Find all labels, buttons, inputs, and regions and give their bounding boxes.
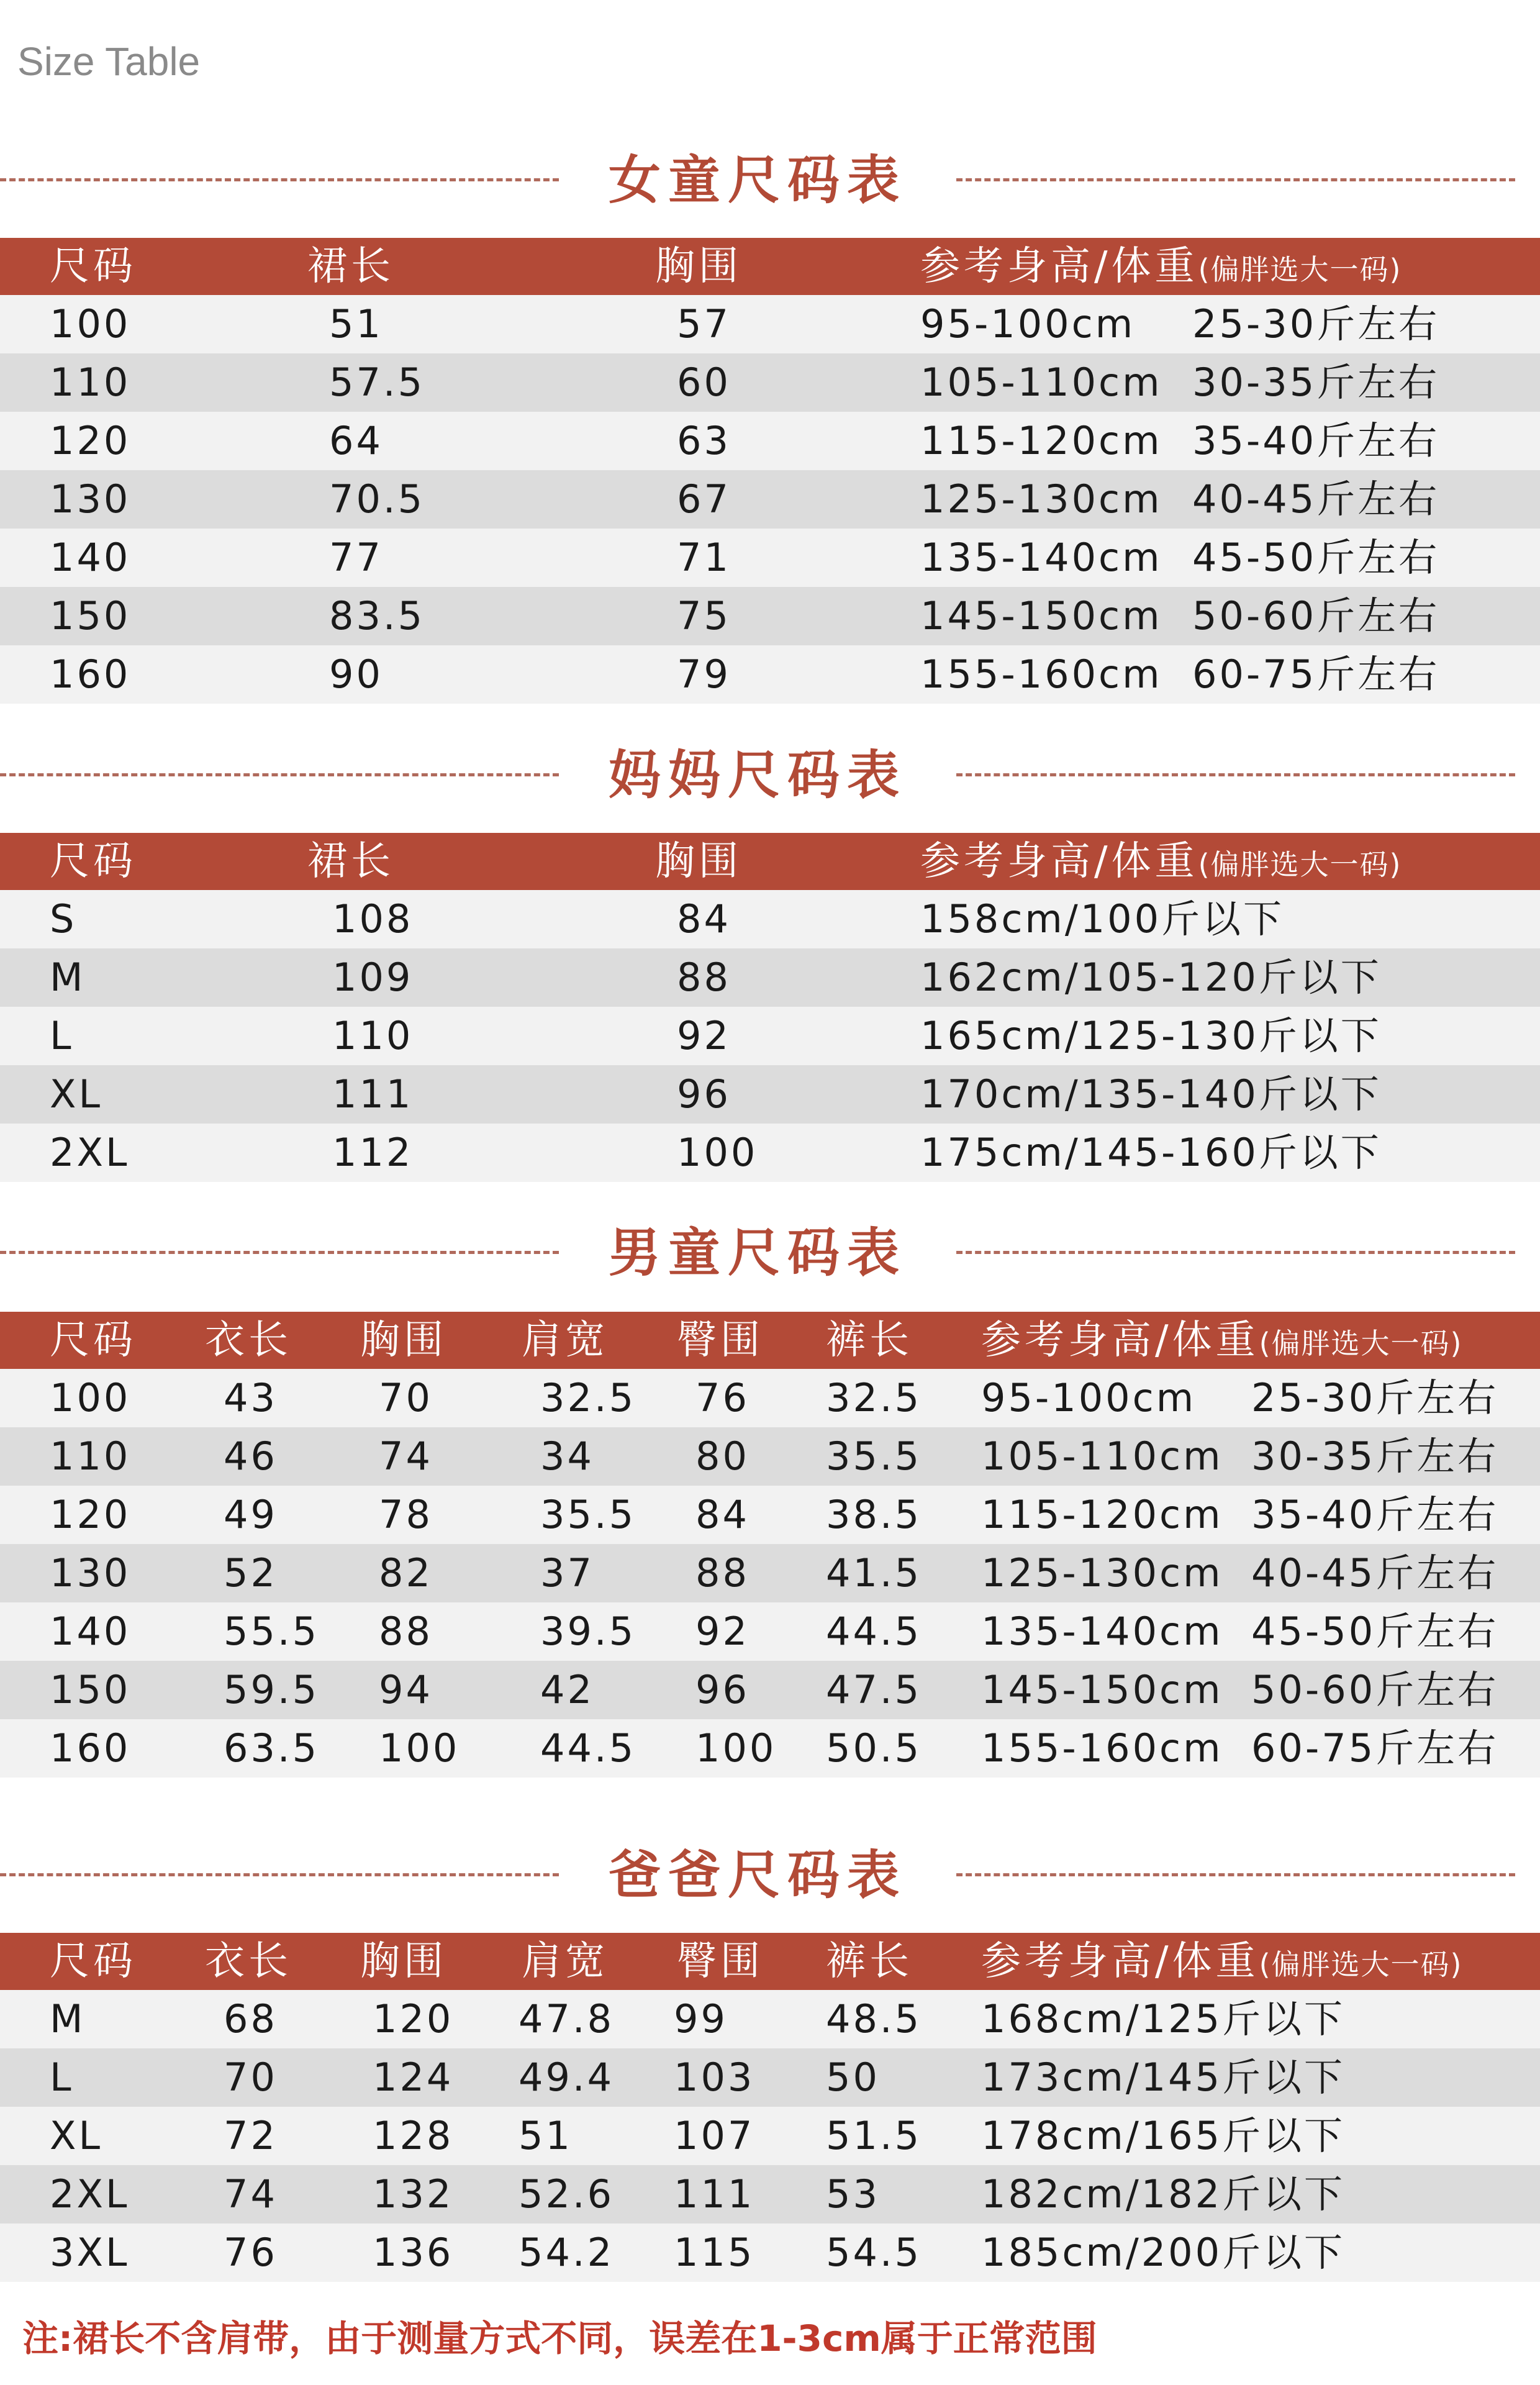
table-cell: 100: [677, 1130, 758, 1175]
table-cell: 71: [677, 535, 731, 580]
header-bust: 胸围: [360, 1938, 447, 1984]
table-cell: 72: [224, 2113, 278, 2158]
table-cell: 52.6: [519, 2171, 615, 2217]
table-cell: 128: [373, 2113, 454, 2158]
table-cell: 76: [695, 1375, 750, 1420]
divider-dashed-left: [0, 178, 559, 181]
mom-section-title: 妈妈尺码表: [608, 745, 907, 806]
table-cell: 160: [50, 1725, 131, 1771]
table-cell: 25-30斤左右: [1251, 1375, 1499, 1420]
header-note: (偏胖选大一码): [1259, 1948, 1463, 1981]
divider-dashed-left: [0, 1873, 559, 1876]
table-cell: M: [50, 955, 86, 1000]
table-cell: 78: [379, 1492, 433, 1537]
table-cell: L: [50, 2055, 74, 2100]
table-cell: 150: [50, 593, 131, 638]
table-cell: 75: [677, 593, 731, 638]
dad-table-header: [0, 1933, 1540, 1990]
table-row: [0, 1065, 1540, 1124]
table-cell: 92: [677, 1013, 731, 1058]
table-cell: 111: [674, 2171, 755, 2217]
table-cell: 178cm/165斤以下: [981, 2113, 1346, 2158]
header-top-length: 衣长: [205, 1938, 292, 1984]
table-cell: 105-110cm: [981, 1433, 1223, 1479]
table-cell: 109: [332, 955, 414, 1000]
table-cell: 43: [224, 1375, 278, 1420]
girls-table-header: [0, 238, 1540, 295]
table-cell: 160: [50, 652, 131, 697]
table-row: [0, 1427, 1540, 1486]
table-cell: 130: [50, 1550, 131, 1596]
table-cell: 115-120cm: [981, 1492, 1223, 1537]
dad-table-body: [0, 1990, 1540, 2282]
table-cell: 30-35斤左右: [1192, 360, 1440, 405]
table-cell: 74: [379, 1433, 433, 1479]
table-cell: 155-160cm: [920, 652, 1162, 697]
table-cell: L: [50, 1013, 74, 1058]
table-cell: 70: [224, 2055, 278, 2100]
table-cell: 120: [50, 1492, 131, 1537]
table-cell: 83.5: [329, 593, 425, 638]
table-cell: 51: [329, 301, 383, 347]
table-cell: 110: [332, 1013, 414, 1058]
table-cell: 182cm/182斤以下: [981, 2171, 1346, 2217]
table-cell: 99: [674, 1996, 728, 2042]
table-cell: 132: [373, 2171, 454, 2217]
table-cell: 70: [379, 1375, 433, 1420]
table-cell: 111: [332, 1071, 414, 1117]
header-top-length: 衣长: [205, 1317, 292, 1363]
boys-size-section: [0, 1219, 1540, 1778]
table-cell: 115-120cm: [920, 418, 1162, 463]
table-cell: 60-75斤左右: [1251, 1725, 1499, 1771]
table-cell: 103: [674, 2055, 755, 2100]
footnote: 注:裙长不含肩带，由于测量方式不同，误差在1-3cm属于正常范围: [22, 2317, 1097, 2360]
table-cell: 50-60斤左右: [1251, 1667, 1499, 1712]
table-cell: 45-50斤左右: [1251, 1609, 1499, 1654]
table-cell: 3XL: [50, 2230, 130, 2275]
table-cell: XL: [50, 1071, 103, 1117]
table-row: [0, 412, 1540, 470]
table-cell: 94: [379, 1667, 433, 1712]
table-cell: 105-110cm: [920, 360, 1162, 405]
table-row: [0, 1719, 1540, 1778]
table-cell: 150: [50, 1667, 131, 1712]
table-cell: 30-35斤左右: [1251, 1433, 1499, 1479]
table-cell: 47.8: [519, 1996, 615, 2042]
table-row: [0, 529, 1540, 587]
table-cell: XL: [50, 2113, 103, 2158]
table-row: [0, 1602, 1540, 1661]
dad-size-section: [0, 1841, 1540, 2282]
table-cell: 54.2: [519, 2230, 615, 2275]
table-cell: 88: [379, 1609, 433, 1654]
table-cell: 70.5: [329, 476, 425, 522]
divider-dashed-right: [956, 1873, 1515, 1876]
boys-table-header: [0, 1312, 1540, 1369]
table-cell: 25-30斤左右: [1192, 301, 1440, 347]
table-cell: 53: [826, 2171, 880, 2217]
header-note: (偏胖选大一码): [1259, 1327, 1463, 1360]
header-ref-height-weight: 参考身高/体重(偏胖选大一码): [981, 1317, 1463, 1363]
table-row: [0, 890, 1540, 948]
table-cell: 35-40斤左右: [1192, 418, 1440, 463]
table-row: [0, 1124, 1540, 1182]
table-row: [0, 470, 1540, 529]
table-cell: 125-130cm: [920, 476, 1162, 522]
table-cell: 168cm/125斤以下: [981, 1996, 1346, 2042]
table-row: [0, 2048, 1540, 2107]
table-cell: M: [50, 1996, 86, 2042]
table-cell: 140: [50, 1609, 131, 1654]
divider-dashed-left: [0, 1251, 559, 1254]
table-cell: 50-60斤左右: [1192, 593, 1440, 638]
header-bust: 胸围: [360, 1317, 447, 1363]
table-cell: 95-100cm: [981, 1375, 1197, 1420]
table-cell: 57.5: [329, 360, 425, 405]
table-cell: 41.5: [826, 1550, 922, 1596]
table-cell: 79: [677, 652, 731, 697]
table-cell: 35.5: [540, 1492, 636, 1537]
table-cell: 162cm/105-120斤以下: [920, 955, 1382, 1000]
table-cell: 34: [540, 1433, 594, 1479]
table-cell: 155-160cm: [981, 1725, 1223, 1771]
table-row: [0, 1990, 1540, 2048]
table-row: [0, 1661, 1540, 1719]
table-cell: 68: [224, 1996, 278, 2042]
header-bust: 胸围: [655, 243, 742, 289]
header-size: 尺码: [50, 838, 137, 884]
header-shoulder: 肩宽: [522, 1938, 609, 1984]
divider-dashed-right: [956, 1251, 1515, 1254]
mom-size-section: [0, 741, 1540, 1182]
table-cell: 67: [677, 476, 731, 522]
table-cell: 92: [695, 1609, 750, 1654]
table-row: [0, 295, 1540, 353]
header-size: 尺码: [50, 1938, 137, 1984]
table-cell: 32.5: [826, 1375, 922, 1420]
girls-size-section: [0, 146, 1540, 704]
table-cell: 100: [695, 1725, 777, 1771]
header-ref-height-weight: 参考身高/体重(偏胖选大一码): [981, 1938, 1463, 1984]
table-cell: 84: [695, 1492, 750, 1537]
table-cell: 47.5: [826, 1667, 922, 1712]
table-cell: 45-50斤左右: [1192, 535, 1440, 580]
table-row: [0, 1007, 1540, 1065]
header-shoulder: 肩宽: [522, 1317, 609, 1363]
table-row: [0, 645, 1540, 704]
header-bust: 胸围: [655, 838, 742, 884]
table-cell: 76: [224, 2230, 278, 2275]
table-cell: 77: [329, 535, 383, 580]
table-cell: 108: [332, 896, 414, 942]
table-cell: 107: [674, 2113, 755, 2158]
table-cell: 145-150cm: [981, 1667, 1223, 1712]
table-cell: 95-100cm: [920, 301, 1136, 347]
table-cell: 135-140cm: [920, 535, 1162, 580]
divider-dashed-right: [956, 178, 1515, 181]
table-cell: 50: [826, 2055, 880, 2100]
table-cell: 35-40斤左右: [1251, 1492, 1499, 1537]
table-cell: 63.5: [224, 1725, 320, 1771]
table-cell: 130: [50, 476, 131, 522]
table-cell: 84: [677, 896, 731, 942]
table-cell: 100: [379, 1725, 460, 1771]
header-dress-length: 裙长: [307, 838, 394, 884]
header-note: (偏胖选大一码): [1198, 253, 1402, 286]
table-cell: 32.5: [540, 1375, 636, 1420]
page-header: Size Table: [17, 39, 201, 84]
table-cell: 120: [373, 1996, 454, 2042]
table-cell: 90: [329, 652, 383, 697]
table-cell: 49: [224, 1492, 278, 1537]
table-cell: 63: [677, 418, 731, 463]
table-cell: 60: [677, 360, 731, 405]
mom-table-body: [0, 890, 1540, 1182]
table-cell: 44.5: [540, 1725, 636, 1771]
table-row: [0, 2224, 1540, 2282]
table-cell: 60-75斤左右: [1192, 652, 1440, 697]
table-cell: 51.5: [826, 2113, 922, 2158]
table-cell: 140: [50, 535, 131, 580]
girls-title-row: [0, 146, 1540, 214]
table-cell: 145-150cm: [920, 593, 1162, 638]
divider-dashed-right: [956, 773, 1515, 776]
table-cell: 35.5: [826, 1433, 922, 1479]
table-cell: 173cm/145斤以下: [981, 2055, 1346, 2100]
table-cell: 57: [677, 301, 731, 347]
table-row: [0, 948, 1540, 1007]
table-row: [0, 587, 1540, 645]
table-row: [0, 1486, 1540, 1544]
table-cell: 88: [677, 955, 731, 1000]
table-cell: 124: [373, 2055, 454, 2100]
table-cell: 80: [695, 1433, 750, 1479]
table-row: [0, 1544, 1540, 1602]
table-cell: 42: [540, 1667, 594, 1712]
table-cell: 165cm/125-130斤以下: [920, 1013, 1382, 1058]
table-row: [0, 353, 1540, 412]
table-cell: 74: [224, 2171, 278, 2217]
boys-section-title: 男童尺码表: [608, 1222, 907, 1283]
girls-table-body: [0, 295, 1540, 704]
mom-title-row: [0, 741, 1540, 809]
table-cell: 88: [695, 1550, 750, 1596]
table-cell: 170cm/135-140斤以下: [920, 1071, 1382, 1117]
table-cell: 54.5: [826, 2230, 922, 2275]
table-cell: 135-140cm: [981, 1609, 1223, 1654]
girls-section-title: 女童尺码表: [608, 150, 907, 211]
table-row: [0, 2165, 1540, 2224]
table-cell: 100: [50, 301, 131, 347]
table-cell: 2XL: [50, 2171, 130, 2217]
table-cell: 55.5: [224, 1609, 320, 1654]
table-cell: 185cm/200斤以下: [981, 2230, 1346, 2275]
header-size: 尺码: [50, 243, 137, 289]
table-cell: 112: [332, 1130, 414, 1175]
table-cell: 96: [695, 1667, 750, 1712]
header-note: (偏胖选大一码): [1198, 848, 1402, 881]
table-cell: S: [50, 896, 77, 942]
table-cell: 136: [373, 2230, 454, 2275]
table-cell: 2XL: [50, 1130, 130, 1175]
table-cell: 52: [224, 1550, 278, 1596]
table-cell: 46: [224, 1433, 278, 1479]
table-cell: 175cm/145-160斤以下: [920, 1130, 1382, 1175]
dad-title-row: [0, 1841, 1540, 1909]
header-dress-length: 裙长: [307, 243, 394, 289]
table-cell: 38.5: [826, 1492, 922, 1537]
header-pants-length: 裤长: [826, 1938, 913, 1984]
table-cell: 115: [674, 2230, 755, 2275]
table-cell: 39.5: [540, 1609, 636, 1654]
table-cell: 40-45斤左右: [1192, 476, 1440, 522]
dad-section-title: 爸爸尺码表: [608, 1845, 907, 1906]
table-cell: 51: [519, 2113, 573, 2158]
table-cell: 49.4: [519, 2055, 615, 2100]
table-cell: 37: [540, 1550, 594, 1596]
header-hip: 臀围: [677, 1938, 764, 1984]
table-cell: 110: [50, 360, 131, 405]
table-cell: 125-130cm: [981, 1550, 1223, 1596]
table-cell: 100: [50, 1375, 131, 1420]
table-cell: 96: [677, 1071, 731, 1117]
table-cell: 64: [329, 418, 383, 463]
header-hip: 臀围: [677, 1317, 764, 1363]
table-cell: 120: [50, 418, 131, 463]
table-cell: 50.5: [826, 1725, 922, 1771]
table-cell: 48.5: [826, 1996, 922, 2042]
table-cell: 110: [50, 1433, 131, 1479]
header-ref-height-weight: 参考身高/体重(偏胖选大一码): [920, 243, 1402, 289]
table-cell: 40-45斤左右: [1251, 1550, 1499, 1596]
table-cell: 59.5: [224, 1667, 320, 1712]
header-size: 尺码: [50, 1317, 137, 1363]
header-pants-length: 裤长: [826, 1317, 913, 1363]
table-cell: 158cm/100斤以下: [920, 896, 1285, 942]
header-ref-height-weight: 参考身高/体重(偏胖选大一码): [920, 838, 1402, 884]
boys-table-body: [0, 1369, 1540, 1778]
mom-table-header: [0, 833, 1540, 890]
divider-dashed-left: [0, 773, 559, 776]
table-row: [0, 2107, 1540, 2165]
table-cell: 82: [379, 1550, 433, 1596]
table-cell: 44.5: [826, 1609, 922, 1654]
boys-title-row: [0, 1219, 1540, 1287]
table-row: [0, 1369, 1540, 1427]
